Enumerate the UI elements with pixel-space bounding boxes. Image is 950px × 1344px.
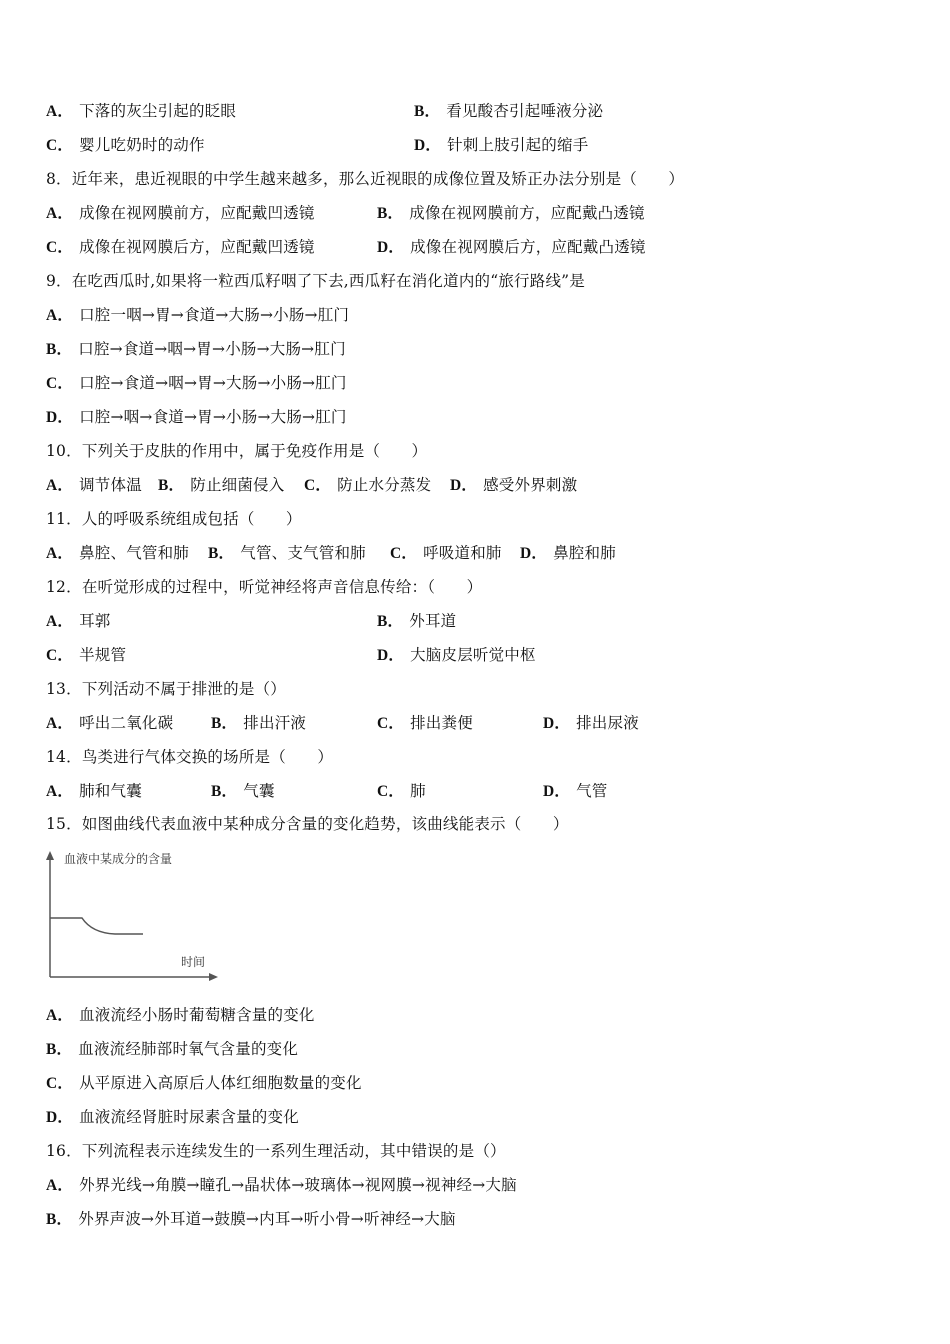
graph-y-label: 血液中某成分的含量 (64, 852, 173, 866)
option-text: 针刺上肢引起的缩手 (447, 136, 589, 154)
option-text: 鼻腔、气管和肺 (79, 544, 189, 562)
option-text: 外界光线→角膜→瞳孔→晶状体→玻璃体→视网膜→视神经→大脑 (79, 1176, 517, 1194)
q14-stem: 14．鸟类进行气体交换的场所是（ ） (46, 748, 334, 766)
option-label: C． (304, 477, 332, 494)
option-label: C． (377, 715, 405, 732)
option-label: A． (46, 1177, 74, 1194)
option-label: B． (208, 545, 235, 562)
q13-option-b (211, 712, 306, 735)
option-label: A． (46, 1007, 74, 1024)
option-text: 婴儿吃奶时的动作 (79, 136, 205, 154)
blood-component-graph (40, 845, 230, 985)
q15-option-d (46, 1106, 299, 1129)
q13-option-a (46, 712, 173, 735)
option-label: D． (46, 409, 74, 426)
option-label: A． (46, 783, 74, 800)
option-label: C． (46, 239, 74, 256)
option-text: 血液流经肾脏时尿素含量的变化 (79, 1108, 299, 1126)
q11-option-a (46, 542, 189, 565)
option-label: A． (46, 613, 74, 630)
q8-option-c (46, 236, 315, 259)
q15-option-b (46, 1038, 298, 1061)
option-text: 调节体温 (79, 476, 142, 494)
option-text: 半规管 (79, 646, 127, 664)
x-axis-arrow-icon (209, 973, 218, 981)
option-label: C． (390, 545, 418, 562)
option-text: 大脑皮层听觉中枢 (410, 646, 536, 664)
option-text: 成像在视网膜后方，应配戴凹透镜 (79, 238, 315, 256)
option-text: 口腔→食道→咽→胃→大肠→小肠→肛门 (79, 374, 347, 392)
option-label: C． (46, 375, 74, 392)
trend-curve (50, 918, 143, 934)
option-label: A． (46, 103, 74, 120)
q13-option-d (543, 712, 639, 735)
option-text: 排出汗液 (243, 714, 307, 732)
q7-option-a (46, 100, 236, 123)
q12-option-a (46, 610, 111, 633)
graph-x-label: 时间 (181, 955, 206, 969)
y-axis-arrow-icon (46, 851, 54, 860)
q7-option-d (414, 134, 588, 157)
option-text: 气管 (576, 782, 608, 800)
option-label: D． (377, 239, 405, 256)
q13-option-c (377, 712, 473, 735)
option-label: C． (46, 1075, 74, 1092)
option-text: 气管、支气管和肺 (240, 544, 366, 562)
option-text: 肺 (410, 782, 426, 800)
option-label: A． (46, 205, 74, 222)
option-text: 成像在视网膜前方，应配戴凸透镜 (409, 204, 645, 222)
option-text: 呼吸道和肺 (423, 544, 502, 562)
q8-option-a (46, 202, 315, 225)
option-label: A． (46, 545, 74, 562)
q10-option-d (450, 474, 577, 497)
q15-option-c (46, 1072, 362, 1095)
option-text: 防止水分蒸发 (337, 476, 432, 494)
q14-option-d (543, 780, 608, 803)
option-label: B． (46, 1211, 73, 1228)
option-text: 成像在视网膜前方，应配戴凹透镜 (79, 204, 315, 222)
q16-option-b (46, 1208, 456, 1231)
q9-option-b (46, 338, 346, 361)
option-text: 感受外界刺激 (483, 476, 578, 494)
q14-option-a (46, 780, 142, 803)
option-text: 口腔一咽→胃→食道→大肠→小肠→肛门 (79, 306, 350, 324)
q12-stem: 12．在听觉形成的过程中，听觉神经将声音信息传给：（ ） (46, 578, 483, 596)
q14-option-c (377, 780, 426, 803)
option-label: B． (211, 783, 238, 800)
option-text: 下落的灰尘引起的眨眼 (79, 102, 237, 120)
option-label: D． (520, 545, 548, 562)
q11-option-b (208, 542, 366, 565)
option-label: B． (158, 477, 185, 494)
option-label: B． (377, 205, 404, 222)
option-text: 排出尿液 (576, 714, 639, 732)
option-text: 口腔→咽→食道→胃→小肠→大肠→肛门 (79, 408, 347, 426)
option-text: 口腔→食道→咽→胃→小肠→大肠→肛门 (78, 340, 346, 358)
q7-option-b (414, 100, 603, 123)
option-text: 气囊 (243, 782, 275, 800)
q12-option-d (377, 644, 536, 667)
option-label: D． (46, 1109, 74, 1126)
option-text: 耳郭 (79, 612, 111, 630)
option-text: 血液流经小肠时葡萄糖含量的变化 (79, 1006, 315, 1024)
option-label: C． (377, 783, 405, 800)
option-text: 血液流经肺部时氧气含量的变化 (78, 1040, 299, 1058)
q14-option-b (211, 780, 275, 803)
option-text: 外界声波→外耳道→鼓膜→内耳→听小骨→听神经→大脑 (78, 1210, 456, 1228)
q7-option-c (46, 134, 205, 157)
option-text: 呼出二氧化碳 (79, 714, 174, 732)
option-text: 成像在视网膜后方，应配戴凸透镜 (410, 238, 646, 256)
option-label: D． (450, 477, 478, 494)
option-label: A． (46, 715, 74, 732)
q15-option-a (46, 1004, 315, 1027)
option-label: B． (211, 715, 238, 732)
option-label: C． (46, 647, 74, 664)
option-label: D． (414, 137, 442, 154)
q9-option-a (46, 304, 349, 327)
q11-option-c (390, 542, 502, 565)
option-text: 排出粪便 (410, 714, 473, 732)
q9-option-d (46, 406, 347, 429)
q16-stem: 16．下列流程表示连续发生的一系列生理活动，其中错误的是（） (46, 1142, 506, 1160)
q13-stem: 13．下列活动不属于排泄的是（） (46, 680, 286, 698)
q10-option-c (304, 474, 431, 497)
q10-option-a (46, 474, 142, 497)
q11-option-d (520, 542, 616, 565)
q16-option-a (46, 1174, 517, 1197)
option-label: A． (46, 477, 74, 494)
q12-option-b (377, 610, 456, 633)
q9-option-c (46, 372, 347, 395)
option-text: 看见酸杏引起唾液分泌 (446, 102, 604, 120)
option-text: 鼻腔和肺 (553, 544, 616, 562)
option-label: B． (377, 613, 404, 630)
q15-stem: 15．如图曲线代表血液中某种成分含量的变化趋势，该曲线能表示（ ） (46, 815, 569, 833)
q8-stem: 8．近年来，患近视眼的中学生越来越多，那么近视眼的成像位置及矫正办法分别是（ ） (46, 170, 685, 188)
q8-option-b (377, 202, 645, 225)
q8-option-d (377, 236, 646, 259)
q11-stem: 11．人的呼吸系统组成包括（ ） (46, 510, 302, 528)
option-label: A． (46, 307, 74, 324)
option-text: 防止细菌侵入 (190, 476, 285, 494)
option-label: D． (543, 715, 571, 732)
q12-option-c (46, 644, 126, 667)
option-label: B． (414, 103, 441, 120)
option-text: 外耳道 (409, 612, 457, 630)
option-label: D． (543, 783, 571, 800)
option-label: C． (46, 137, 74, 154)
option-text: 肺和气囊 (79, 782, 142, 800)
option-label: B． (46, 341, 73, 358)
q10-option-b (158, 474, 284, 497)
option-text: 从平原进入高原后人体红细胞数量的变化 (79, 1074, 362, 1092)
option-label: D． (377, 647, 405, 664)
q9-stem: 9．在吃西瓜时,如果将一粒西瓜籽咽了下去,西瓜籽在消化道内的“旅行路线”是 (46, 272, 585, 290)
option-label: B． (46, 1041, 73, 1058)
q10-stem: 10．下列关于皮肤的作用中，属于免疫作用是（ ） (46, 442, 428, 460)
